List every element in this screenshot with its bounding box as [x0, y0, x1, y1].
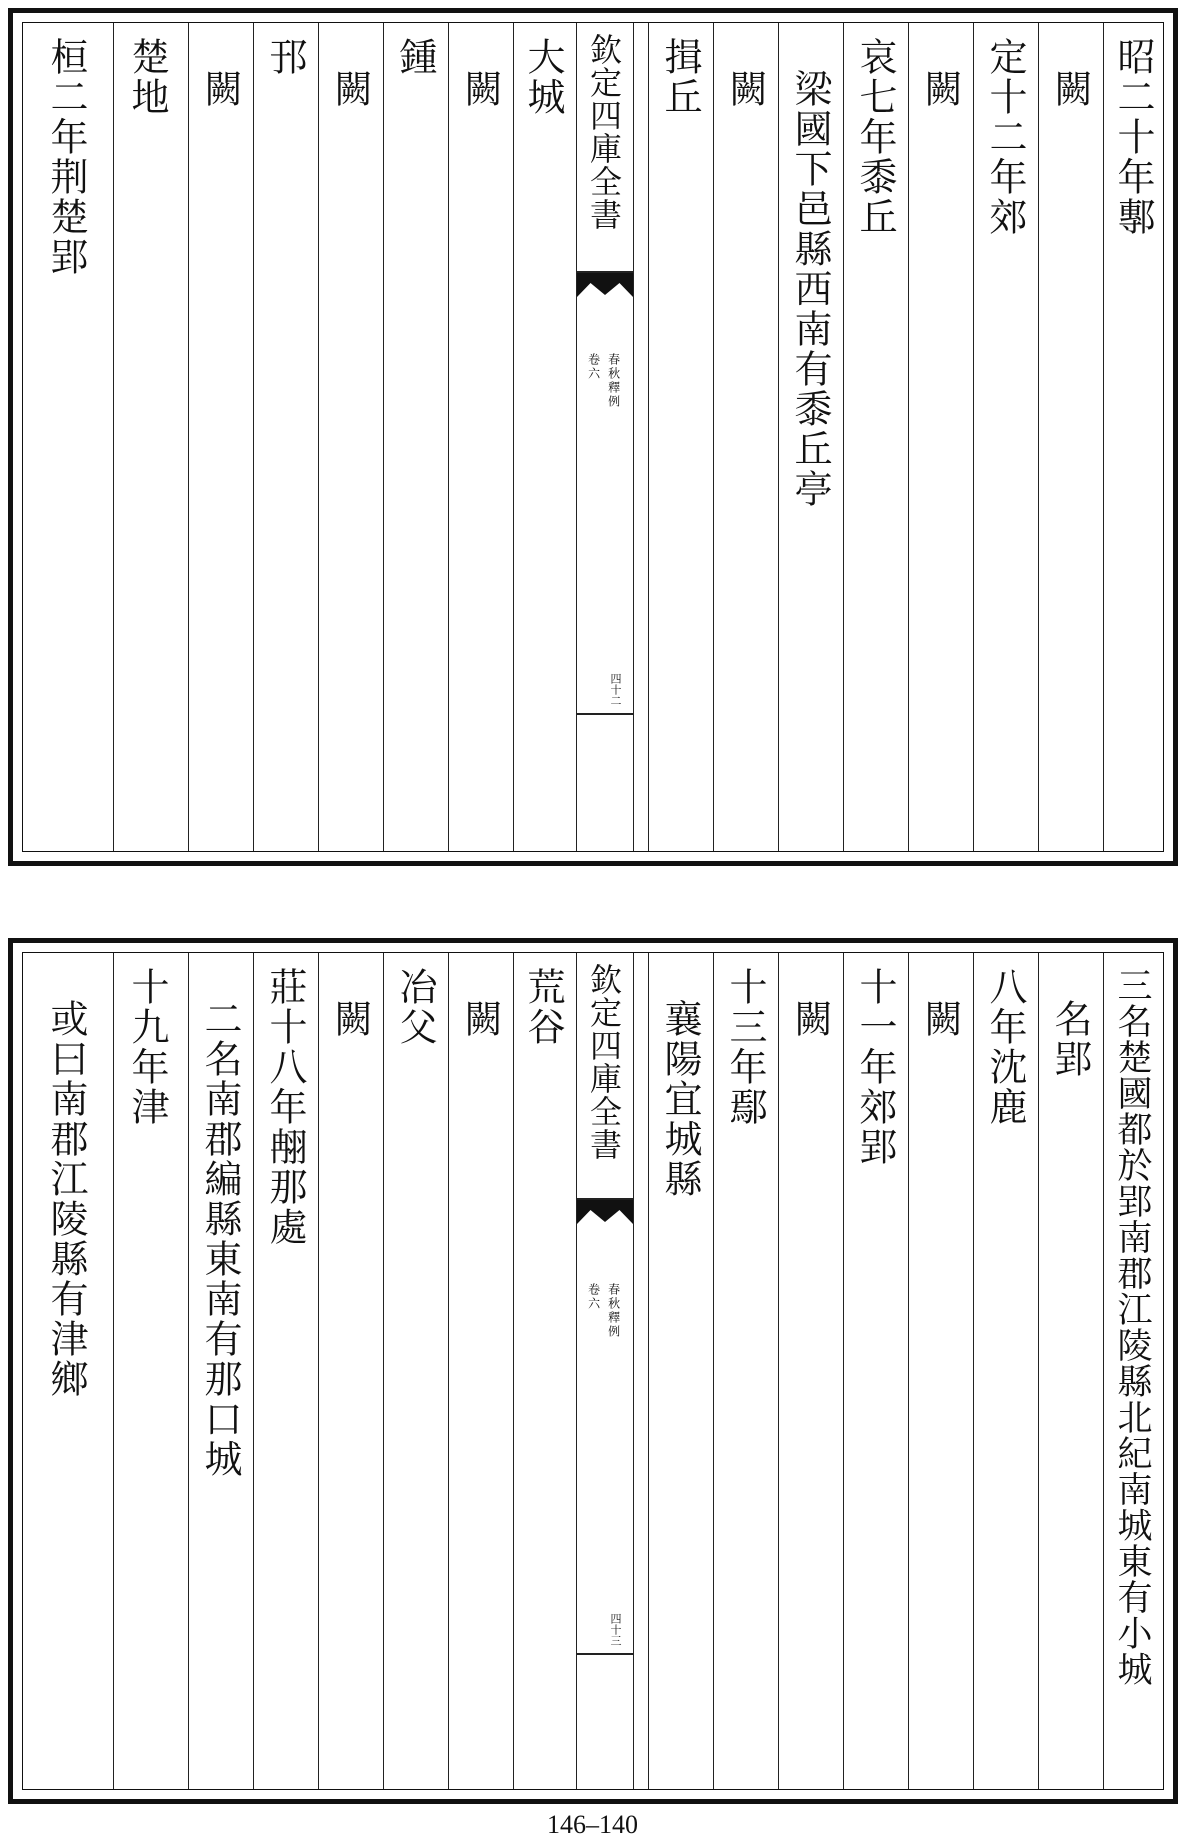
- top-col-8-text: 揖丘: [658, 37, 702, 117]
- bottom-fish-tail-mark: [577, 1200, 633, 1238]
- bottom-col-3: [973, 953, 1038, 1789]
- top-col-13: [253, 23, 318, 851]
- bottom-col-7: [713, 953, 778, 1789]
- bottom-col-8-text: 襄陽宜城縣: [658, 999, 702, 1199]
- bottom-col-2-text: 名郢: [1048, 999, 1092, 1079]
- top-col-12: [318, 23, 383, 851]
- bottom-col-15: [113, 953, 188, 1789]
- top-col-12-text: 闕: [328, 69, 372, 109]
- top-fish-tail-mark: [577, 273, 633, 311]
- top-col-14: [188, 23, 253, 851]
- bottom-center-book: 春秋釋例: [606, 1283, 621, 1339]
- bottom-col-10-text: 闕: [458, 999, 502, 1039]
- top-col-6-text: 梁國下邑縣西南有黍丘亭: [788, 69, 832, 509]
- top-col-15-text: 楚地: [125, 37, 169, 117]
- top-page-frame: [22, 22, 1164, 852]
- top-col-8: [648, 23, 713, 851]
- top-col-3: [973, 23, 1038, 851]
- top-col-14-text: 闕: [198, 69, 242, 109]
- bottom-col-14: [188, 953, 253, 1789]
- page-number-footer: 146–140: [547, 1810, 638, 1839]
- bottom-col-11-text: 冶父: [393, 967, 437, 1047]
- bottom-col-1-text: 三名楚國都於郢南郡江陵縣北紀南城東有小城: [1112, 967, 1152, 1687]
- top-col-1-text: 昭二十年鄟: [1111, 37, 1155, 237]
- top-col-5-text: 哀七年黍丘: [853, 37, 897, 237]
- bottom-center-page: 四十三: [609, 1613, 622, 1646]
- bottom-col-7-text: 十三年鄢: [723, 967, 767, 1127]
- bottom-center-volume: 卷六: [586, 1283, 601, 1311]
- top-col-11-text: 鍾: [393, 37, 437, 77]
- bottom-col-16-text: 或曰南郡江陵縣有津鄉: [44, 999, 88, 1399]
- top-col-11: [383, 23, 448, 851]
- top-center-book: 春秋釋例: [606, 353, 621, 409]
- top-col-3-text: 定十二年郊: [983, 37, 1027, 237]
- top-col-4: [908, 23, 973, 851]
- bottom-col-12-text: 闕: [328, 999, 372, 1039]
- bottom-col-4: [908, 953, 973, 1789]
- top-col-16: [23, 23, 113, 851]
- top-col-6: [778, 23, 843, 851]
- top-center-title: 欽定四庫全書: [585, 33, 623, 231]
- bottom-col-3-text: 八年沈鹿: [983, 967, 1027, 1127]
- bottom-col-13-text: 莊十八年䎃那處: [263, 967, 307, 1247]
- top-page: [8, 8, 1178, 866]
- bottom-col-5: [843, 953, 908, 1789]
- top-center-page: 四十二: [609, 673, 622, 706]
- bottom-col-13: [253, 953, 318, 1789]
- top-center-bottom-rule: [577, 713, 633, 715]
- bottom-col-6: [778, 953, 843, 1789]
- bottom-col-16: [23, 953, 113, 1789]
- top-col-4-text: 闕: [918, 69, 962, 109]
- bottom-col-2: [1038, 953, 1103, 1789]
- top-center-column: [576, 23, 634, 851]
- top-col-1: [1103, 23, 1166, 851]
- bottom-center-title: 欽定四庫全書: [585, 963, 623, 1161]
- top-col-9-text: 大城: [521, 37, 565, 117]
- bottom-col-9-text: 荒谷: [521, 967, 565, 1047]
- top-center-volume: 卷六: [586, 353, 601, 381]
- bottom-col-11: [383, 953, 448, 1789]
- top-col-2-text: 闕: [1048, 69, 1092, 109]
- bottom-col-12: [318, 953, 383, 1789]
- bottom-col-4-text: 闕: [918, 999, 962, 1039]
- bottom-col-15-text: 十九年津: [125, 967, 169, 1127]
- bottom-page-frame: [22, 952, 1164, 1790]
- bottom-col-9: [513, 953, 576, 1789]
- bottom-col-1: [1103, 953, 1166, 1789]
- bottom-center-bottom-rule: [577, 1653, 633, 1655]
- top-col-2: [1038, 23, 1103, 851]
- top-col-10-text: 闕: [458, 69, 502, 109]
- top-col-13-text: 邘: [263, 37, 307, 77]
- bottom-col-10: [448, 953, 513, 1789]
- bottom-col-8: [648, 953, 713, 1789]
- top-col-15: [113, 23, 188, 851]
- bottom-col-14-text: 二名南郡編縣東南有那口城: [198, 999, 242, 1479]
- bottom-col-5-text: 十一年郊郢: [853, 967, 897, 1167]
- top-col-7-text: 闕: [723, 69, 767, 109]
- bottom-page: [8, 938, 1178, 1804]
- top-col-5: [843, 23, 908, 851]
- top-col-16-text: 桓二年荆楚郢: [44, 37, 88, 277]
- top-col-9: [513, 23, 576, 851]
- top-col-10: [448, 23, 513, 851]
- bottom-col-6-text: 闕: [788, 999, 832, 1039]
- bottom-center-column: [576, 953, 634, 1789]
- top-col-7: [713, 23, 778, 851]
